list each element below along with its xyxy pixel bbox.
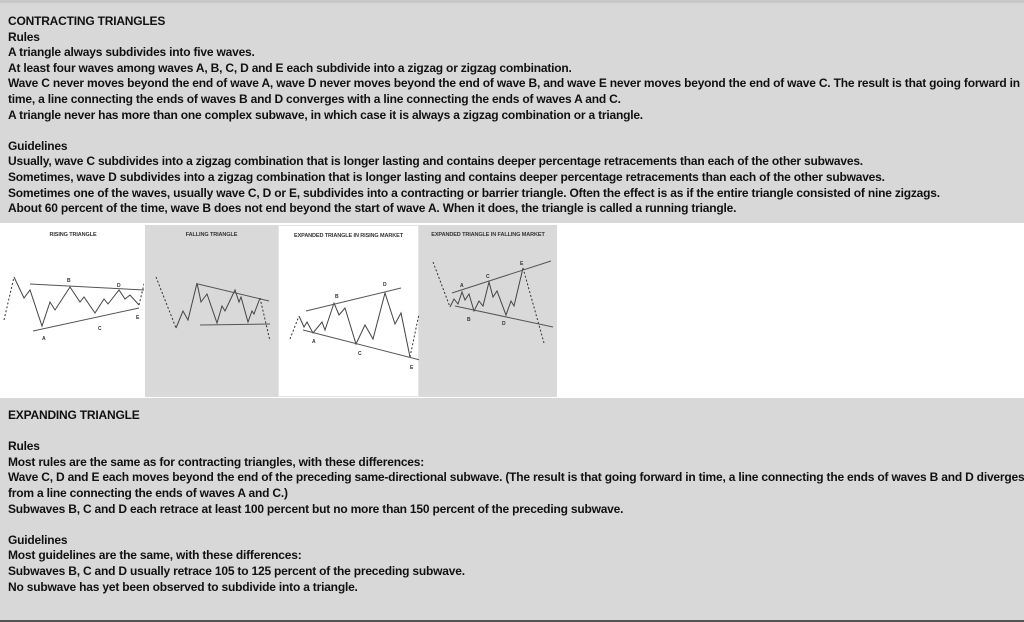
wave-label-e: E [410,365,414,371]
top-border [0,0,1024,3]
wave-label-c: C [486,274,490,280]
guidelines-heading: Guidelines [8,138,68,153]
rule-line: from a line connecting the ends of waves A and C.) [8,485,288,500]
guideline-line: About 60 percent of the time, wave B does not end beyond the start of wave A. When it does, the triangle is called a running triangle. [8,201,737,216]
section-title: CONTRACTING TRIANGLES [8,14,166,28]
expanding-triangle-section [8,408,1024,595]
guideline-line: Sometimes one of the waves, usually wave C, D or E, subdivides into a contracting or barrier triangle. Often the effect is as if the entire triangle consisted of nine zigzags. [8,185,940,200]
diagram-expanded-falling [419,225,557,397]
guideline-line: Most guidelines are the same, with these differences: [8,548,302,563]
diagram-title: EXPANDED TRIANGLE IN RISING MARKET [294,233,403,239]
wave-label-d: D [502,321,506,327]
wave-label-d: D [383,282,387,288]
expanded-rising-figure [279,226,420,398]
rule-line: A triangle always subdivides into five waves. [8,45,255,60]
triangle-diagrams-strip [0,223,1024,398]
rule-line: Most rules are the same as for contracting triangles, with these differences: [8,454,425,469]
diagram-rising-triangle [2,225,144,397]
guideline-line: Subwaves B, C and D usually retrace 105 to 125 percent of the preceding subwave. [8,563,465,578]
wave-label-a: A [460,283,464,289]
falling-triangle-figure [145,225,278,397]
wave-label-b: B [335,294,339,300]
wave-label-d: D [117,283,121,289]
diagram-title: RISING TRIANGLE [49,232,97,238]
rules-heading: Rules [8,29,40,44]
rule-line: Subwaves B, C and D each retrace at least 100 percent but no more than 150 percent of the preceding subwave. [8,501,624,516]
wave-label-e: E [136,315,140,321]
guideline-line: Sometimes, wave D subdivides into a zigzag combination that is longer lasting and contains deeper percentage retracements than each of the other subwaves. [8,169,885,184]
diagram-title: FALLING TRIANGLE [185,232,238,238]
rules-heading: Rules [8,439,40,454]
diagram-expanded-rising [278,225,419,397]
wave-label-c: C [98,326,102,332]
rule-line: Wave C, D and E each moves beyond the end of the preceding same-directional subwave. (The result is that going forward in time, a line connecting the ends of waves B and D diverges [8,470,1024,485]
wave-label-a: A [42,336,46,342]
expanded-falling-figure [419,225,557,397]
rule-line: At least four waves among waves A, B, C, D and E each subdivide into a zigzag or zigzag combination. [8,60,572,75]
wave-label-a: A [312,339,316,345]
rising-triangle-figure [2,225,144,397]
section-title: EXPANDING TRIANGLE [8,408,140,422]
guidelines-heading: Guidelines [8,532,68,547]
rule-line: Wave C never moves beyond the end of wave A, wave D never moves beyond the end of wave B, and wave E never moves beyond the end of wave C. The result is that going forward in [8,76,1020,91]
rule-line: time, a line connecting the ends of waves B and D converges with a line connecting the ends of waves A and C. [8,91,621,106]
wave-label-b: B [467,317,471,323]
guideline-line: Usually, wave C subdivides into a zigzag combination that is longer lasting and contains deeper percentage retracements than each of the other subwaves. [8,154,863,169]
diagram-title: EXPANDED TRIANGLE IN FALLING MARKET [431,232,545,238]
wave-label-b: B [67,278,71,284]
wave-label-c: C [358,351,362,357]
guideline-line: No subwave has yet been observed to subdivide into a triangle. [8,579,358,594]
contracting-triangles-section [8,14,1020,217]
wave-label-e: E [520,261,524,267]
rule-line: A triangle never has more than one complex subwave, in which case it is always a zigzag combination or a triangle. [8,107,643,122]
diagram-falling-triangle [145,225,278,397]
